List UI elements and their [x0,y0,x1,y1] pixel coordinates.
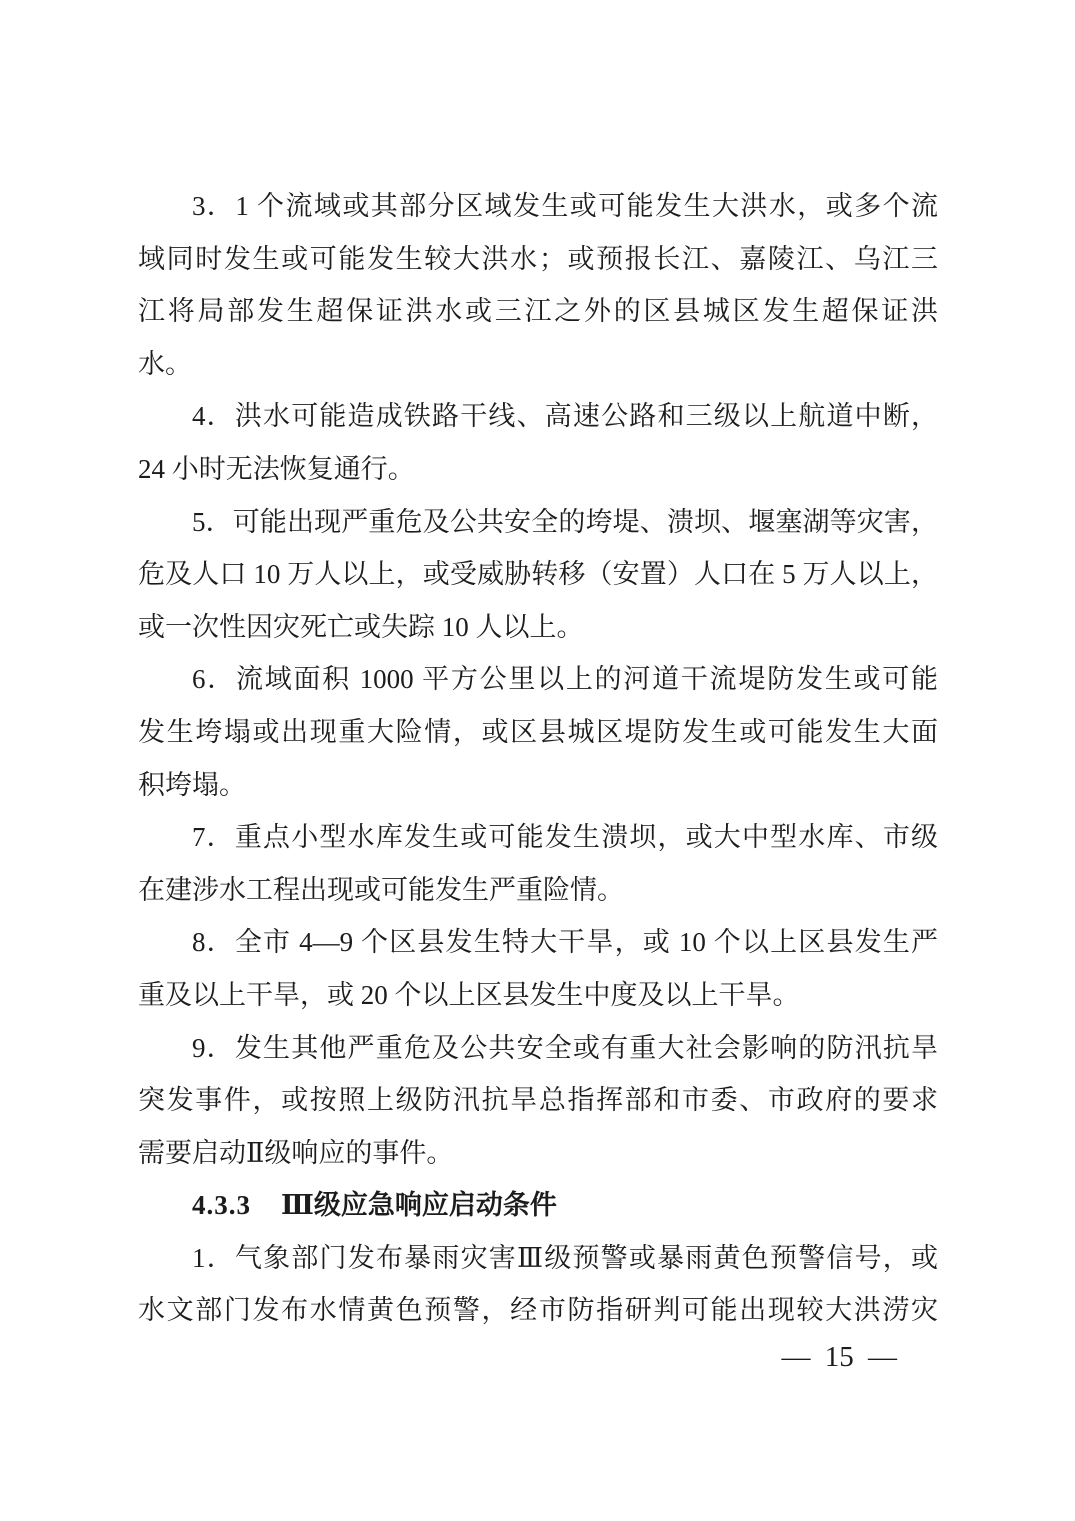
text-line: 9．发生其他严重危及公共安全或有重大社会影响的防汛抗旱 [192,1032,938,1063]
page-number [782,1340,898,1374]
text-line: 4．洪水可能造成铁路干线、高速公路和三级以上航道中断， [192,401,938,432]
text-line: 1．气象部门发布暴雨灾害Ⅲ级预警或暴雨黄色预警信号，或 [192,1242,938,1273]
text-line: 在建涉水工程出现或可能发生严重险情。 [138,874,624,905]
page-number-text: — 15 — [781,1341,897,1373]
text-line: 5．可能出现严重危及公共安全的垮堤、溃坝、堰塞湖等灾害， [192,506,938,537]
text-line: 或一次性因灾死亡或失踪 10 人以上。 [138,611,584,642]
text-line: 水。 [138,348,192,379]
text-line: 8．全市 4—9 个区县发生特大干旱，或 10 个以上区县发生严 [192,927,938,958]
paragraph [138,390,938,495]
text-line: 江将局部发生超保证洪水或三江之外的区县城区发生超保证洪 [138,296,938,327]
heading-line [138,1179,938,1232]
paragraph [138,1022,938,1180]
text-line: 3．1 个流域或其部分区域发生或可能发生大洪水，或多个流 [192,191,938,221]
section-heading [138,1179,938,1232]
text-line: 发生垮塌或出现重大险情，或区县城区堤防发生或可能发生大面 [138,716,938,747]
text-line: 水文部门发布水情黄色预警，经市防指研判可能出现较大洪涝灾 [138,1295,938,1326]
text-line: 域同时发生或可能发生较大洪水；或预报长江、嘉陵江、乌江三 [138,243,938,274]
paragraph [138,1232,938,1337]
text-line: 7．重点小型水库发生或可能发生溃坝，或大中型水库、市级 [192,822,938,853]
text-line: 需要启动Ⅱ级响应的事件。 [138,1137,454,1168]
text-line: 积垮塌。 [138,769,246,800]
text-line: 24 小时无法恢复通行。 [138,453,415,484]
document-body [138,180,938,1337]
paragraph [138,916,938,1021]
paragraph [138,496,938,654]
paragraph [138,811,938,916]
heading-number: 4.3.3 [192,1190,251,1221]
paragraph [138,653,938,811]
paragraph [138,180,938,390]
text-line: 重及以上干旱，或 20 个以上区县发生中度及以上干旱。 [138,979,800,1010]
heading-title: Ⅲ级应急响应启动条件 [281,1190,557,1221]
text-line: 6．流域面积 1000 平方公里以上的河道干流堤防发生或可能 [192,664,938,695]
text-line: 突发事件，或按照上级防汛抗旱总指挥部和市委、市政府的要求 [138,1085,938,1116]
text-line: 危及人口 10 万人以上，或受威胁转移（安置）人口在 5 万人以上， [138,559,938,590]
